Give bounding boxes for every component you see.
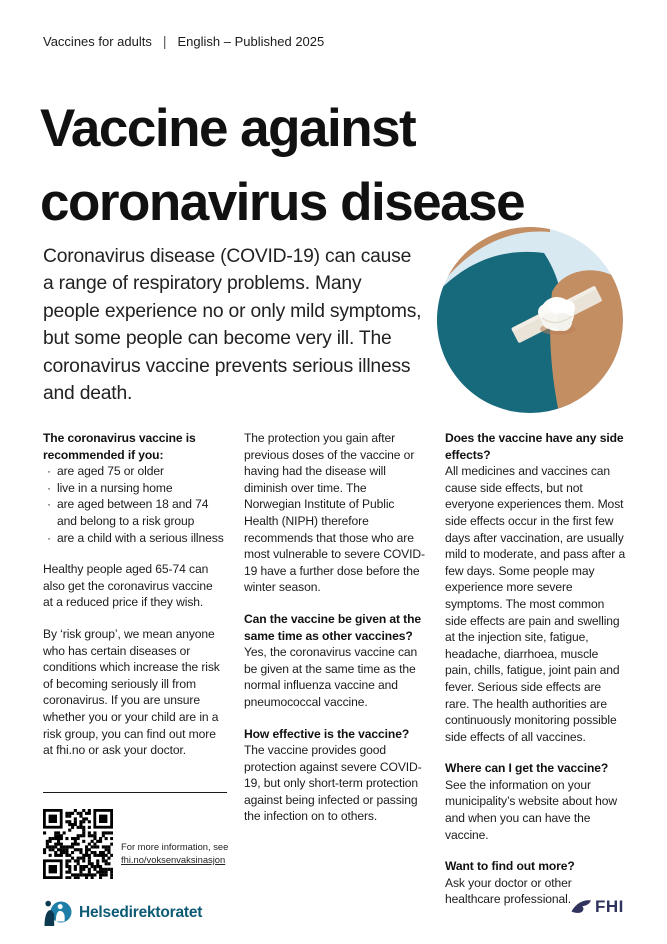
- series-label: Vaccines for adults: [43, 33, 152, 49]
- paragraph: See the information on your municipality’s website about how and when you can have the vaccine.: [445, 777, 618, 842]
- helsedirektoratet-icon: [42, 899, 72, 926]
- page-title: [40, 92, 524, 240]
- list-item-text: are a child with a serious illness: [57, 530, 224, 545]
- column-3: [445, 430, 627, 908]
- list-item-text: are aged between 18 and 74 and belong to a risk group: [57, 497, 209, 528]
- qr-caption-text: For more information, see: [121, 841, 229, 852]
- list-item: [43, 480, 225, 497]
- paragraph: The vaccine provides good protection against severe COVID-19, but only short-term protection against being infected or passing the infection on to others.: [244, 743, 422, 824]
- fhi-icon: [570, 898, 592, 917]
- body-columns: [43, 430, 627, 908]
- list-item: [43, 530, 225, 547]
- list-item: [43, 463, 225, 480]
- qr-caption: [121, 840, 233, 866]
- helsedirektoratet-logo: [42, 899, 202, 926]
- bullet-icon: ·: [47, 480, 51, 495]
- edition-label: English – Published 2025: [177, 33, 325, 49]
- paragraph: All medicines and vaccines can cause side effects, but not everyone experiences them. Most side effects occur in the first few days after vaccination, are usually mild to moderate, and pass after a few days. Some people may experience more severe symptoms. The most common side effects are pain and swelling at the injection site, fatigue, headache, diarrhoea, muscle pain, chills, fatigue, joint pain and fever. Serious side effects are rare. The health authorities are continuously monitoring possible side effects of all vaccines.: [445, 464, 626, 744]
- list-item-text: are aged 75 or older: [57, 464, 164, 479]
- fhi-wordmark: FHI: [595, 897, 624, 916]
- bullet-icon: ·: [47, 497, 51, 512]
- paragraph: By ‘risk group’, we mean anyone who has certain diseases or conditions which increase the risk of becoming seriously ill from coronavirus. If you are unsure whether you or your child are in a risk group, you can find out more at fhi.no or ask your doctor.: [43, 626, 220, 758]
- qr-code: [43, 809, 113, 879]
- page-title-line1: Vaccine against: [40, 99, 416, 158]
- column-2: [244, 430, 426, 908]
- paragraph: The protection you gain after previous doses of the vaccine or having had the disease will diminish over time. The Norwegian Institute of Public Health (NIPH) therefore recommends that those who are most vulnerable to severe COVID-19 have a further dose before the winter season.: [244, 431, 425, 595]
- col1-heading: The coronavirus vaccine is recommended if you:: [43, 431, 196, 462]
- bullet-icon: ·: [47, 530, 51, 545]
- col2-heading-effectiveness: How effective is the vaccine?: [244, 726, 410, 741]
- separator-bar: |: [162, 33, 167, 49]
- recommendation-list: [43, 463, 225, 546]
- bullet-icon: ·: [47, 464, 51, 479]
- paragraph: Ask your doctor or other healthcare professional.: [445, 875, 572, 907]
- col3-heading-more: Want to find out more?: [445, 859, 575, 874]
- list-item-text: live in a nursing home: [57, 480, 173, 495]
- fhi-logo: [570, 897, 624, 917]
- footer-divider: [43, 792, 227, 793]
- page-title-line2: coronavirus disease: [40, 173, 525, 232]
- intro-paragraph: Coronavirus disease (COVID-19) can cause a range of respiratory problems. Many people experience no or only mild symptoms, but some people can become very ill. The coronavirus vaccine prevents serious illness and death.: [43, 246, 422, 405]
- col3-heading-side-effects: Does the vaccine have any side effects?: [445, 431, 624, 462]
- list-item: [43, 496, 225, 529]
- document-header: [43, 33, 324, 49]
- vaccinated-arm-illustration: [436, 226, 624, 414]
- fhi-vaccination-link[interactable]: fhi.no/voksenvaksinasjon: [121, 854, 226, 865]
- paragraph: Yes, the coronavirus vaccine can be given at the same time as the normal influenza vaccine and pneumococcal vaccine.: [244, 645, 418, 709]
- helsedirektoratet-wordmark: Helsedirektoratet: [79, 903, 203, 921]
- col3-heading-where: Where can I get the vaccine?: [445, 761, 609, 776]
- paragraph: Healthy people aged 65-74 can also get the coronavirus vaccine at a reduced price if they wish.: [43, 562, 213, 610]
- col2-heading-other-vaccines: Can the vaccine be given at the same time as other vaccines?: [244, 611, 422, 643]
